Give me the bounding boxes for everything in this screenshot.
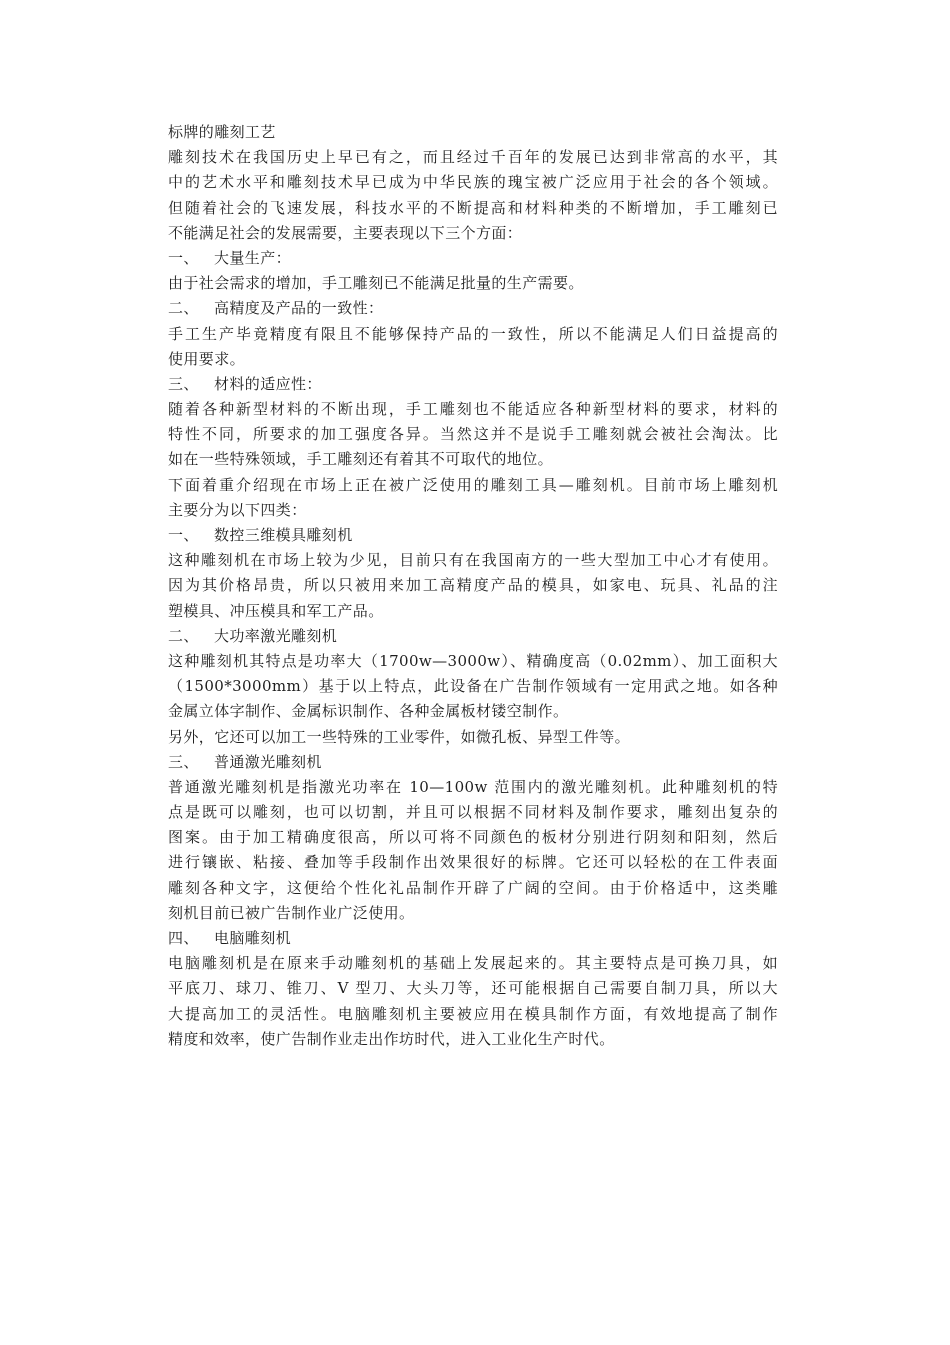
machine-heading-2 — [168, 624, 778, 649]
heading-title: 材料的适应性： — [214, 374, 322, 393]
heading-number: 一、 — [168, 526, 199, 544]
paragraph-line: 塑模具、冲压模具和军工产品。 — [168, 601, 384, 620]
machine-heading-4 — [168, 926, 778, 951]
aspect-heading-3 — [168, 372, 778, 397]
paragraph-line: （1500*3000mm）基于以上特点，此设备在广告制作领域有一定用武之地。如各种 — [168, 677, 778, 696]
paragraph-line: 因为其价格昂贵，所以只被用来加工高精度产品的模具，如家电、玩具、礼品的注 — [168, 576, 778, 595]
transition-line: 下面着重介绍现在市场上正在被广泛使用的雕刻工具—雕刻机。目前市场上雕刻机 — [168, 475, 778, 494]
paragraph-line: 刻机目前已被广告制作业广泛使用。 — [168, 903, 415, 922]
heading-number: 三、 — [168, 752, 199, 771]
paragraph-line: 点是既可以雕刻，也可以切割，并且可以根据不同材料及制作要求，雕刻出复杂的 — [168, 803, 778, 822]
paragraph-line: 随着各种新型材料的不断出现，手工雕刻也不能适应各种新型材料的要求，材料的 — [168, 400, 778, 419]
paragraph-line: 雕刻各种文字，这便给个性化礼品制作开辟了广阔的空间。由于价格适中，这类雕 — [168, 878, 778, 897]
paragraph-line: 平底刀、球刀、锥刀、V 型刀、大头刀等，还可能根据自己需要自制刀具，所以大 — [168, 979, 778, 998]
paragraph-line: 使用要求。 — [168, 349, 246, 368]
document-title: 标牌的雕刻工艺 — [168, 123, 276, 141]
intro-line: 中的艺术水平和雕刻技术早已成为中华民族的瑰宝被广泛应用于社会的各个领域。 — [168, 173, 778, 192]
heading-number: 四、 — [168, 929, 199, 947]
paragraph-line: 图案。由于加工精确度很高，所以可将不同颜色的板材分别进行阴刻和阳刻，然后 — [168, 828, 778, 847]
heading-title: 高精度及产品的一致性： — [214, 299, 384, 318]
paragraph-line: 电脑雕刻机是在原来手动雕刻机的基础上发展起来的。其主要特点是可换刀具，如 — [168, 954, 778, 973]
heading-title: 大量生产： — [214, 248, 292, 267]
aspect-heading-1 — [168, 246, 778, 271]
heading-number: 二、 — [168, 626, 199, 645]
aspect-heading-2 — [168, 296, 778, 321]
paragraph-line: 大提高加工的灵活性。电脑雕刻机主要被应用在模具制作方面，有效地提高了制作 — [168, 1004, 778, 1023]
paragraph-line: 由于社会需求的增加，手工雕刻已不能满足批量的生产需要。 — [168, 274, 584, 293]
paragraph-line: 这种雕刻机其特点是功率大（1700w—3000w）、精确度高（0.02mm）、加工面积大 — [168, 651, 778, 670]
paragraph-line: 普通激光雕刻机是指激光功率在 10—100w 范围内的激光雕刻机。此种雕刻机的特 — [168, 777, 778, 796]
heading-title: 电脑雕刻机 — [214, 929, 292, 947]
machine-heading-3 — [168, 750, 778, 775]
machine-heading-1 — [168, 523, 778, 548]
heading-title: 数控三维模具雕刻机 — [214, 526, 353, 544]
transition-line: 主要分为以下四类： — [168, 500, 307, 519]
paragraph-line: 金属立体字制作、金属标识制作、各种金属板材镂空制作。 — [168, 702, 569, 721]
paragraph-line: 特性不同，所要求的加工强度各异。当然这并不是说手工雕刻就会被社会淘汰。比 — [168, 425, 778, 444]
intro-line: 但随着社会的飞速发展，科技水平的不断提高和材料种类的不断增加，手工雕刻已 — [168, 198, 778, 217]
heading-number: 三、 — [168, 374, 199, 393]
heading-title: 普通激光雕刻机 — [214, 752, 322, 771]
paragraph-line: 手工生产毕竟精度有限且不能够保持产品的一致性，所以不能满足人们日益提高的 — [168, 324, 778, 343]
document-body — [168, 120, 778, 1052]
paragraph-line: 这种雕刻机在市场上较为少见，目前只有在我国南方的一些大型加工中心才有使用。 — [168, 551, 778, 570]
intro-line: 雕刻技术在我国历史上早已有之，而且经过千百年的发展已达到非常高的水平，其 — [168, 148, 778, 167]
paragraph-line: 精度和效率，使广告制作业走出作坊时代，进入工业化生产时代。 — [168, 1029, 615, 1048]
heading-number: 二、 — [168, 299, 199, 318]
intro-line: 不能满足社会的发展需要，主要表现以下三个方面： — [168, 223, 523, 242]
heading-number: 一、 — [168, 248, 199, 267]
paragraph-line: 进行镶嵌、粘接、叠加等手段制作出效果很好的标牌。它还可以轻松的在工件表面 — [168, 853, 778, 872]
paragraph-line: 如在一些特殊领域，手工雕刻还有着其不可取代的地位。 — [168, 450, 554, 469]
paragraph-line: 另外，它还可以加工一些特殊的工业零件，如微孔板、异型工件等。 — [168, 727, 631, 746]
heading-title: 大功率激光雕刻机 — [214, 626, 338, 645]
